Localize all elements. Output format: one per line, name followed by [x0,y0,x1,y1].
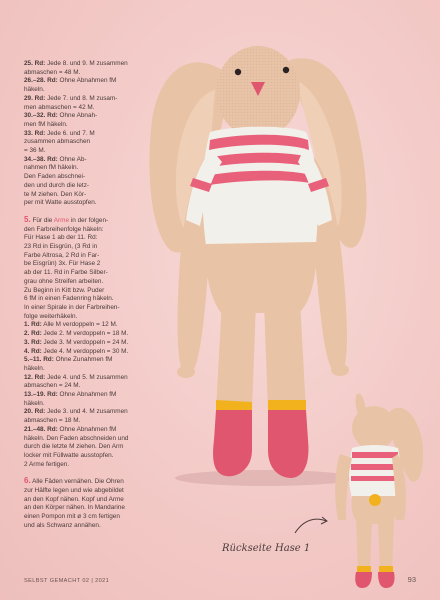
bunny-eye-right [283,67,289,73]
instruction-line: grau ohne Streifen arbeiten. [24,277,104,285]
step-5-highlight: Arme [53,216,70,224]
instruction-line: 13.–19. Rd: Ohne Abnahmen fM [24,391,117,399]
instruction-line: häkeln. [24,364,45,372]
instruction-line: Für Hase 1 ab der 11. Rd: [24,234,98,242]
step-5-lines [24,226,162,470]
instruction-line: 30.–32. Rd: Ohne Abnah- [24,112,98,120]
instruction-line: abmaschen = 24 M. [24,382,81,390]
bunny-eye-left [235,69,241,75]
step-6-number: 6. [24,476,31,486]
instruction-line: zusammen abmaschen [24,138,91,146]
instruction-line: 34.–38. Rd: Ohne Ab- [24,155,87,163]
photo-caption: Rückseite Hase 1 [222,543,311,554]
step-6-block: 6. Alle Fäden vernähen. Die Ohren zur Hälfte legen und wie abgebildet an den Kopf nähen. Kopf und Arme an den Körper nähen. In Mandarine einen Pompon mit ø 3 cm fertigen und als Schwanz annähen. [24,477,162,530]
instruction-line: 20. Rd: Jede 3. und 4. M zusammen [24,408,128,416]
instruction-line: den und durch die letz- [24,181,90,189]
footer-magazine: SELBST GEMACHT 02 | 2021 [24,578,110,584]
instruction-line: folge weiterhäkeln. [24,312,78,320]
instruction-line: 5.–11. Rd: Ohne Zunahmen fM [24,356,113,364]
instruction-line: abmaschen = 48 M. [24,68,81,76]
instruction-line: 12. Rd: Jede 4. und 5. M zusammen [24,373,128,381]
instruction-line: 2. Rd: Jede 2. M verdoppeln = 18 M. [24,330,129,338]
instruction-line: 29. Rd: Jede 7. und 8. M zusam- [24,94,118,102]
instruction-line: locker mit Füllwatte ausstopfen. [24,451,114,459]
instruction-line: ab der 11. Rd in Farbe Silber- [24,269,108,277]
instruction-line: 25. Rd: Jede 8. und 9. M zusammen [24,60,128,67]
step-5-number: 5. [24,214,31,224]
instructions-part-a [24,60,162,208]
step-6-lines [24,487,162,531]
instruction-line: 3. Rd: Jede 3. M verdoppeln = 24 M. [24,338,129,346]
instruction-line: häkeln. [24,86,45,94]
instruction-line: 33. Rd: Jede 6. und 7. M [24,129,95,137]
instruction-line: an den Körper nähen. In Mandarine [24,504,125,512]
curved-arrow-icon [292,513,332,537]
instruction-line: durch die letzte M ziehen. Den Arm [24,443,124,451]
instruction-line: te M ziehen. Den Kör- [24,190,87,198]
left-sock [213,410,252,476]
instruction-line: an den Kopf nähen. Kopf und Arme [24,495,124,503]
instruction-line: 4. Rd: Jede 4. M verdoppeln = 30 M. [24,347,129,355]
instruction-line: 26.–28. Rd: Ohne Abnahmen fM [24,77,117,85]
page-number: 93 [407,575,416,584]
instruction-line: Zu Beginn in Kitt bzw. Puder [24,286,105,294]
instruction-line: 21.–48. Rd: Ohne Abnahmen fM [24,425,117,433]
instruction-line: häkeln. [24,399,45,407]
instruction-line: und als Schwanz annähen. [24,521,101,529]
instruction-line: per mit Watte ausstopfen. [24,199,97,207]
instruction-line: häkeln. Den Faden abschneiden und [24,434,129,442]
instruction-line: = 36 M. [24,147,46,155]
instruction-line: men fM häkeln. [24,120,68,128]
right-sock [268,410,308,478]
instruction-line: nahmen fM häkeln. [24,164,79,172]
instruction-line: In einer Spirale in der Farbreihen- [24,303,120,311]
instruction-line: einen Pompon mit ø 3 cm fertigen [24,513,120,521]
instruction-line: 1. Rd: Alle M verdoppeln = 12 M. [24,321,118,329]
instruction-line: 2 Arme fertigen. [24,460,70,468]
step-5-block: 5. Für die Arme in der folgen- den Farbreihenfolge häkeln: Für Hase 1 ab der 11. Rd: 23 Rd in Eisgrün, (3 Rd in Farbe Altrosa, 2 Rd in Far- be Eisgrün) 3x. Für Hase 2 ab der 11. Rd in Farbe Silber- grau ohne Streifen arbeiten. Zu Beginn in Kitt bzw. Puder 6 fM in einen Fadenring häkeln. In einer Spirale in der Farbreihen- folge weiterhäkeln. 1. Rd: Alle M verdoppeln = 12 M. 2. Rd: Jede 2. M verdoppeln = 18 M. 3. Rd: Jede 3. M verdoppeln = 24 M. 4. Rd: Jede 4. M verdoppeln = 30 M. 5.–11. Rd: Ohne Zunahmen fM häkeln. 12. Rd: Jede 4. und 5. M zusammen abmaschen = 24 M. 13.–19. Rd: Ohne Abnahmen fM häkeln. 20. Rd: Jede 3. und 4. M zusammen abmaschen = 18 M. 21.–48. Rd: Ohne Abnahmen fM häkeln. Den Faden abschneiden und durch die letzte M ziehen. Den Arm locker mit Füllwatte ausstopfen. 2 Arme fertigen. [24,216,162,469]
instruction-line: 6 fM in einen Fadenring häkeln. [24,295,114,303]
small-bunny-back-photo [335,393,423,588]
pompon-tail [369,494,381,506]
instruction-line: den Farbreihenfolge häkeln: [24,225,104,233]
instruction-line: 23 Rd in Eisgrün, (3 Rd in [24,243,98,251]
instructions-column [24,60,162,531]
instruction-line: abmaschen = 18 M. [24,417,81,425]
instruction-line: Farbe Altrosa, 2 Rd in Far- [24,251,100,259]
instruction-line: men abmaschen = 42 M. [24,103,95,111]
instruction-line: zur Hälfte legen und wie abgebildet [24,487,124,495]
instruction-line: Den Faden abschnei- [24,173,86,181]
instruction-line: be Eisgrün) 3x. Für Hase 2 [24,260,101,268]
